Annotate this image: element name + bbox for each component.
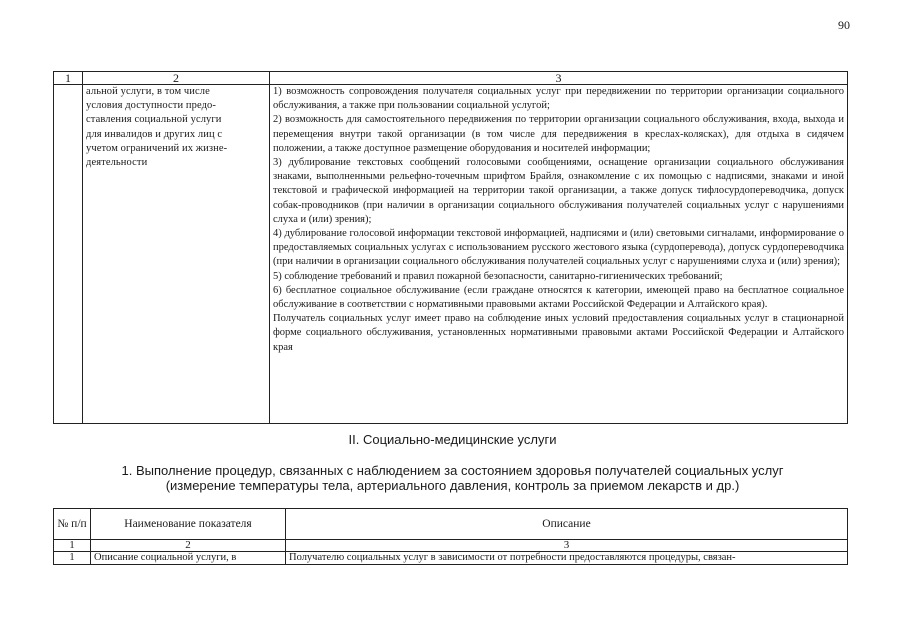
description-item: 5) соблюдение требований и правил пожарной безопасности, санитарно-гигиенических требований; (273, 270, 723, 282)
description-item: 4) дублирование голосовой информации текстовой информацией, надписями и (или) световыми сигналами, информирование о предоставляемых социальных услугах с использованием русского жестового языка (сурдоперевода), допуск сурдопереводчика (при наличии в организации социального обслуживания получателей социальных услуг с нарушениями слуха и (или) зрения); (273, 228, 844, 268)
indicator-name (83, 85, 270, 424)
name-line: для инвалидов и других лиц с (86, 128, 223, 140)
description-item: 6) бесплатное социальное обслуживание (если граждане относятся к категории, имеющей право на бесплатное социальное обслуживание в соответствии с нормативными правовыми актами Российской Федерации и Алтайского края). (273, 284, 844, 311)
indicator-description (270, 85, 848, 424)
col-index: 1 (54, 540, 91, 552)
col-name-header: 2 (83, 72, 270, 85)
row-number (54, 85, 83, 424)
name-line: деятельности (86, 157, 148, 169)
col-description-header: Описание (286, 509, 848, 540)
indicator-name: Описание социальной услуги, в (91, 552, 286, 565)
subsection-title-line: (измерение температуры тела, артериального давления, контроль за приемом лекарств и др.) (165, 478, 740, 493)
page-number: 90 (838, 18, 850, 32)
col-index: 3 (286, 540, 848, 552)
col-number-header: 1 (54, 72, 83, 85)
description-item: 2) возможность для самостоятельного передвижения по территории организации социального обслуживания, входа, выхода и перемещения внутри такой организации (в том числе для передвижения в креслах-колясках), для отдыха в сидячем положении, а также доступное размещение оборудования и носителей информации; (273, 114, 844, 154)
indicator-description: Получателю социальных услуг в зависимости от потребности предоставляются процедуры, связан- (286, 552, 848, 565)
subsection-title (80, 463, 825, 493)
subsection-title-line: 1. Выполнение процедур, связанных с наблюдением за состоянием здоровья получателей социальных услуг (121, 463, 784, 478)
col-index: 2 (91, 540, 286, 552)
name-line: ставления социальной услуги (86, 114, 222, 126)
description-item: 1) возможность сопровождения получателя социальных услуг при передвижении по территории организации социального обслуживания, а также при пользовании социальной услугой; (273, 86, 844, 112)
name-line: альной услуги, в том числе (86, 86, 210, 97)
description-item: Получатель социальных услуг имеет право на соблюдение иных условий предоставления социальных услуг в стационарной форме социального обслуживания, установленных нормативными правовыми актами Российской Федерации и Алтайского края (273, 313, 844, 353)
row-number: 1 (54, 552, 91, 565)
col-name-header: Наименование показателя (91, 509, 286, 540)
description-item: 3) дублирование текстовых сообщений голосовыми сообщениями, оснащение организации социального обслуживания знаками, выполненными рельефно-точечным шрифтом Брайля, ознакомление с их помощью с надписями, знаками и иной текстовой и графической информацией на территории такой организации, а также допуск тифлосурдопереводчика, допуск собак-проводников (при наличии в организации социального обслуживания получателей социальных услуг с нарушениями слуха и (или) зрения); (273, 157, 844, 225)
name-line: условия доступности предо- (86, 100, 216, 112)
conditions-table (53, 71, 848, 424)
procedures-table (53, 508, 848, 565)
name-line: учетом ограничений их жизне- (86, 142, 228, 154)
col-number-header: № п/п (54, 509, 91, 540)
col-description-header: 3 (270, 72, 848, 85)
section-title: II. Социально-медицинские услуги (348, 432, 557, 447)
